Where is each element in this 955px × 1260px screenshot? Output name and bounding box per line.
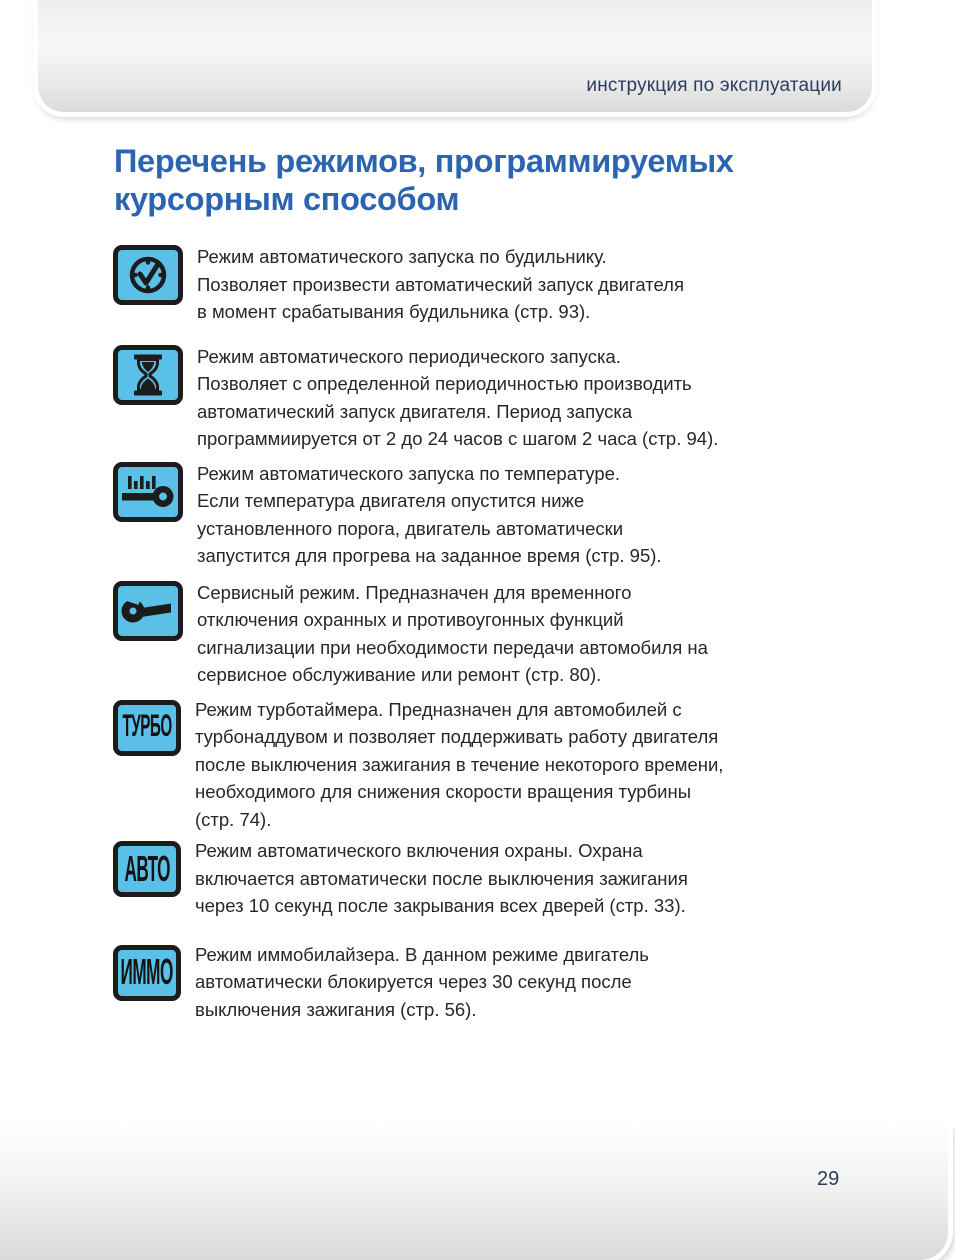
page-title: [114, 142, 734, 218]
hourglass-icon: [113, 345, 183, 405]
text-line: сигнализации при необходимости передачи автомобиля на: [197, 636, 708, 658]
mode-list: [113, 243, 873, 1023]
text-line: включается автоматически после выключения зажигания: [195, 867, 688, 889]
text-line: установленного порога, двигатель автоматически: [197, 517, 624, 539]
page-number: 29: [817, 1168, 840, 1190]
turbo-label: ТУРБО: [122, 709, 172, 744]
text-line: Режим турботаймера. Предназначен для автомобилей с: [195, 698, 682, 720]
mode-description: [197, 579, 708, 689]
mode-description: [197, 343, 718, 453]
text-line: Режим автоматического запуска по будильнику.: [197, 246, 607, 267]
text-line: через 10 секунд после закрывания всех дверей (стр. 33).: [195, 895, 686, 916]
mode-description: [197, 460, 662, 570]
text-line: Сервисный режим. Предназначен для временного: [197, 581, 632, 603]
text-line: Позволяет с определенной периодичностью производить: [197, 373, 692, 394]
text-line: отключения охранных и противоугонных функций: [197, 609, 624, 630]
text-line: Режим автоматического периодического запуска.: [197, 345, 621, 367]
footer-band: [0, 1122, 948, 1260]
text-line: автоматически блокируется через 30 секунд после: [195, 971, 632, 992]
alarm-clock-icon: [113, 245, 183, 305]
mode-item-turbo: [113, 696, 873, 834]
text-line: (стр. 74).: [195, 808, 272, 830]
text-line: турбонаддувом и позволяет поддерживать работу двигателя: [195, 726, 719, 747]
mode-item-alarm-start: [113, 243, 873, 326]
text-line: Если температура двигателя опустится ниже: [197, 490, 585, 511]
temperature-start-icon: [113, 462, 183, 522]
page-title-line: курсорным способом: [114, 181, 460, 217]
text-line: Режим иммобилайзера. В данном режиме двигатель: [195, 943, 649, 965]
wrench-icon: [113, 581, 183, 641]
mode-description: [195, 941, 649, 1024]
text-line: запустится для прогрева на заданное время (стр. 95).: [197, 545, 662, 566]
page-title-line: Перечень режимов, программируемых: [114, 143, 734, 179]
mode-item-service: [113, 579, 873, 689]
text-line: программиируется от 2 до 24 часов с шагом 2 часа (стр. 94).: [197, 428, 719, 449]
text-line: Позволяет произвести автоматический запуск двигателя: [197, 273, 684, 295]
mode-item-periodic-start: [113, 343, 873, 453]
running-header: инструкция по эксплуатации: [586, 75, 842, 96]
text-line: Режим автоматического включения охраны. Охрана: [195, 840, 643, 861]
auto-label: АВТО: [124, 847, 170, 889]
text-line: Режим автоматического запуска по температуре.: [197, 462, 621, 484]
mode-item-auto-arm: [113, 837, 873, 920]
text-line: сервисное обслуживание или ремонт (стр. 80).: [197, 664, 602, 685]
auto-mode-icon: [113, 841, 181, 897]
text-line: после выключения зажигания в течение некоторого времени,: [195, 753, 724, 775]
mode-description: [197, 243, 684, 326]
text-line: автоматический запуск двигателя. Период запуска: [197, 400, 633, 422]
text-line: необходимого для снижения скорости вращения турбины: [195, 781, 692, 802]
header-band: [38, 0, 872, 112]
text-line: в момент срабатывания будильника (стр. 93).: [197, 301, 591, 322]
immo-mode-icon: [113, 945, 181, 1001]
mode-description: [195, 837, 688, 920]
mode-item-temperature-start: [113, 460, 873, 570]
text-line: выключения зажигания (стр. 56).: [195, 998, 477, 1020]
immo-label: ИММО: [120, 950, 174, 992]
turbo-mode-icon: [113, 700, 181, 756]
mode-item-immobilizer: [113, 941, 873, 1024]
mode-description: [195, 696, 723, 834]
